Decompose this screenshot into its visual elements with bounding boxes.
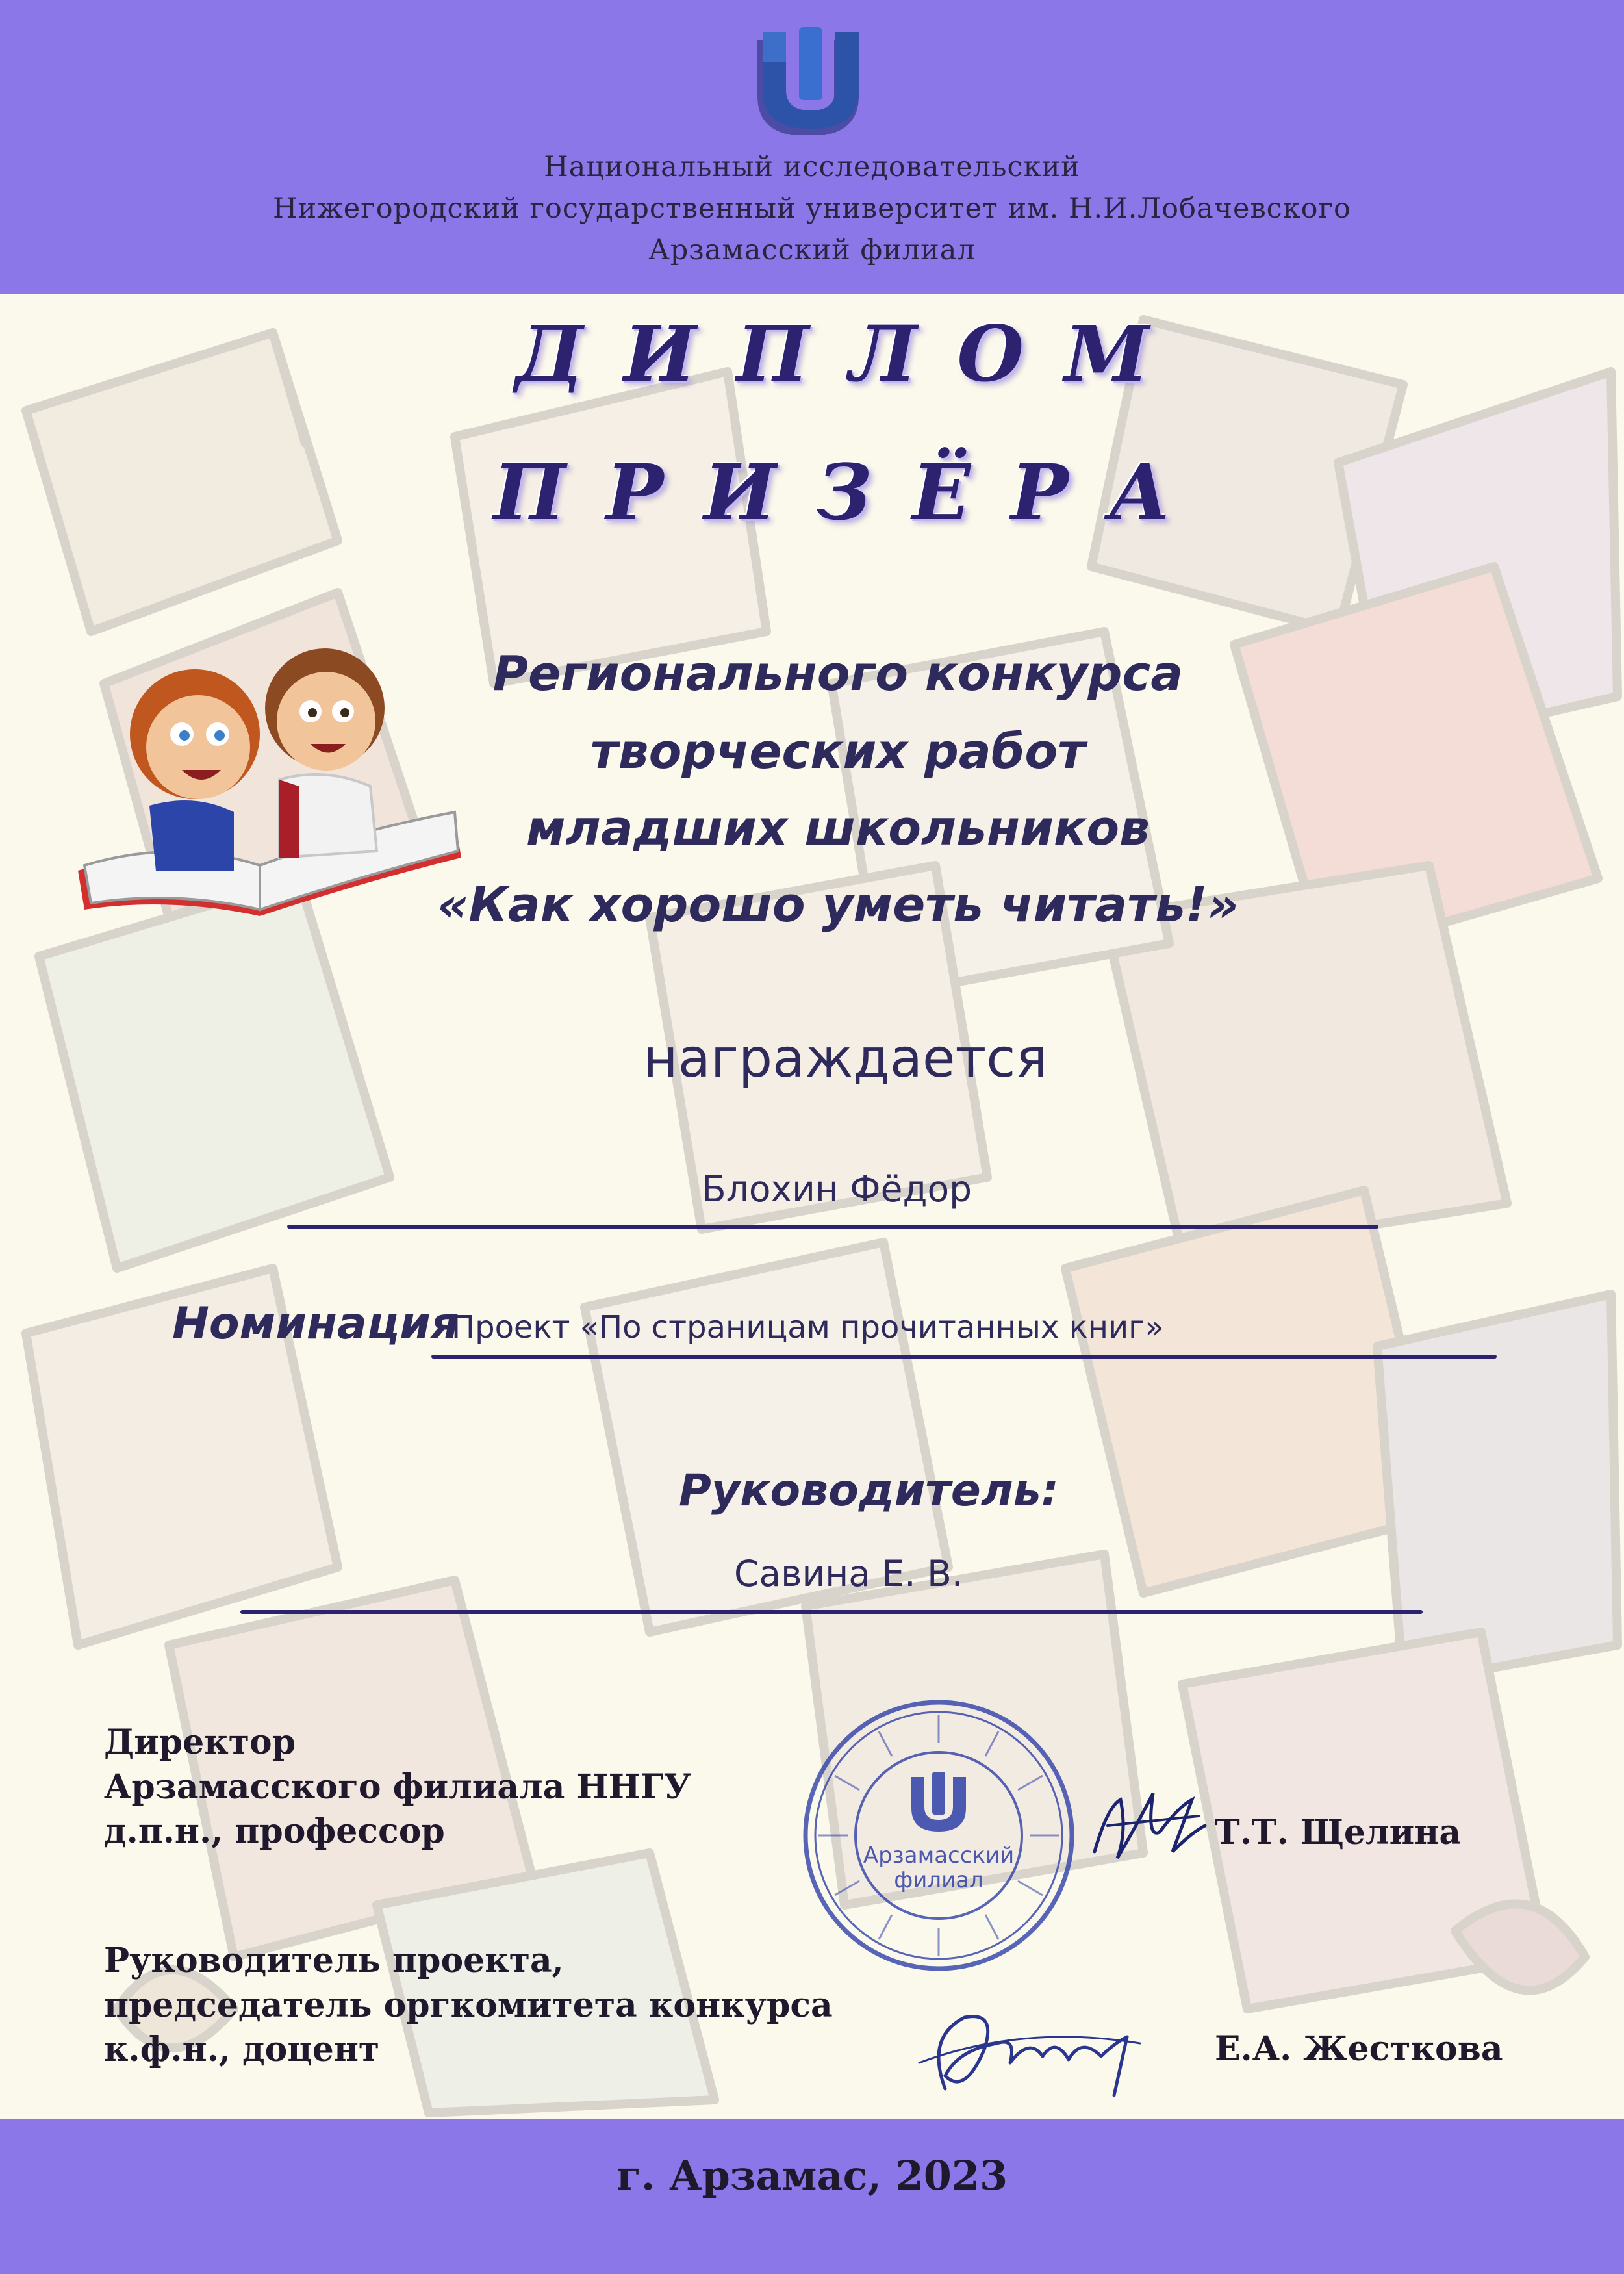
signatory-2-title bbox=[104, 1939, 833, 2073]
nomination-value: Проект «По страницам прочитанных книг» bbox=[451, 1309, 1164, 1346]
contest-line-3: младших школьников bbox=[526, 800, 1150, 856]
seal-center-line-1: Арзамасский bbox=[863, 1843, 1015, 1869]
nomination-underline bbox=[431, 1355, 1497, 1359]
signatory-1-line-1: Директор bbox=[104, 1722, 296, 1762]
contest-line-1: Регионального конкурса bbox=[492, 646, 1184, 702]
contest-line-2: творческих работ bbox=[590, 724, 1086, 780]
children-reading-illustration bbox=[65, 624, 468, 962]
signatory-2-line-2: председатель оргкомитета конкурса bbox=[104, 1985, 833, 2025]
signatory-2-name: Е.А. Жесткова bbox=[1215, 2029, 1503, 2069]
signatory-1-name: Т.Т. Щелина bbox=[1215, 1813, 1462, 1852]
signatory-2-line-1: Руководитель проекта, bbox=[104, 1941, 564, 1980]
recipient-underline bbox=[287, 1225, 1378, 1229]
official-seal bbox=[796, 1693, 1082, 1978]
contest-line-4: «Как хорошо уметь читать!» bbox=[437, 877, 1239, 933]
signatory-1-line-2: Арзамасского филиала ННГУ bbox=[104, 1767, 691, 1807]
recipient-name: Блохин Фёдор bbox=[702, 1168, 972, 1210]
nomination-label: Номинация bbox=[172, 1298, 459, 1349]
footer-city-year: г. Арзамас, 2023 bbox=[616, 2152, 1008, 2199]
signature-2-drawing bbox=[906, 1998, 1153, 2115]
diploma-title-line-2: ПРИЗЁРА bbox=[493, 447, 1212, 537]
supervisor-label: Руководитель: bbox=[679, 1465, 1059, 1516]
supervisor-name: Савина Е. В. bbox=[734, 1553, 963, 1594]
diploma-title-line-1: ДИПЛОМ bbox=[515, 309, 1189, 399]
signature-1-drawing bbox=[1082, 1780, 1212, 1871]
supervisor-underline bbox=[240, 1610, 1423, 1614]
university-logo-icon bbox=[754, 23, 868, 135]
header-line-1: Национальный исследовательский bbox=[544, 151, 1080, 183]
header-line-2: Нижегородский государственный университет им. Н.И.Лобачевского bbox=[273, 192, 1351, 225]
signatory-2-line-3: к.ф.н., доцент bbox=[104, 2030, 380, 2070]
signatory-1-line-3: д.п.н., профессор bbox=[104, 1811, 445, 1852]
header-line-3: Арзамасский филиал bbox=[648, 234, 976, 266]
signatory-1-title bbox=[104, 1720, 691, 1854]
seal-center-line-2: филиал bbox=[894, 1867, 983, 1893]
awarded-label: награждается bbox=[643, 1028, 1048, 1090]
